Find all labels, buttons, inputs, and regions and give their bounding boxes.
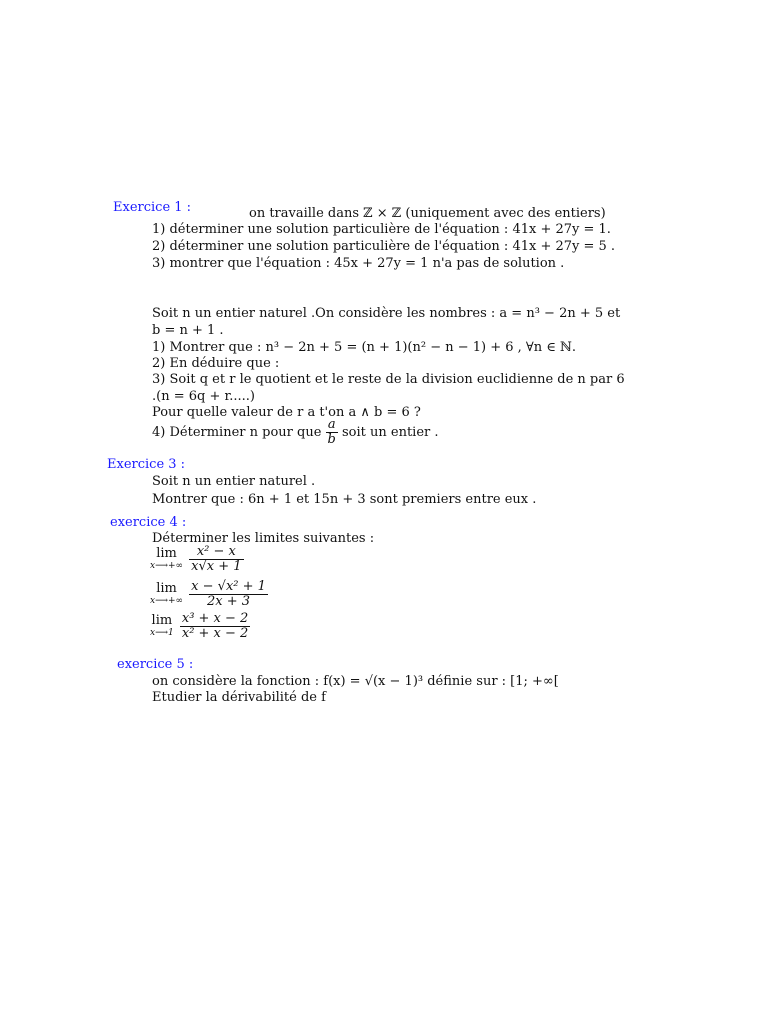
exercise-3-line2: Montrer que : 6n + 1 et 15n + 3 sont premiers entre eux . bbox=[152, 492, 537, 507]
exercise-1-q1: 1) déterminer une solution particulière de l'équation : 41x + 27y = 1. bbox=[152, 222, 611, 237]
exercise-2-q3b: .(n = 6q + r.....) bbox=[152, 389, 256, 404]
limit-fraction bbox=[189, 580, 268, 609]
exercise-4-intro: Déterminer les limites suivantes : bbox=[152, 531, 375, 546]
limit-numerator: x − √x² + 1 bbox=[191, 579, 266, 594]
exercise-5-line1: on considère la fonction : f(x) = √(x − 1)³ définie sur : [1; +∞[ bbox=[152, 674, 559, 689]
limit-denominator: x√x + 1 bbox=[191, 559, 242, 574]
limit-2 bbox=[150, 580, 268, 609]
exercise-2-q1: 1) Montrer que : n³ − 2n + 5 = (n + 1)(n² − n − 1) + 6 , ∀n ∈ ℕ. bbox=[152, 340, 577, 355]
limit-numerator: x³ + x − 2 bbox=[181, 611, 249, 626]
limit-word: lim bbox=[151, 612, 173, 628]
limit-subscript: x⟶+∞ bbox=[150, 560, 184, 571]
exercise-2-q2: 2) En déduire que : bbox=[152, 356, 280, 371]
exercise-2-line2: b = n + 1 . bbox=[152, 323, 224, 338]
exercise-1-title: Exercice 1 : bbox=[113, 200, 192, 215]
exercise-2-q3a: 3) Soit q et r le quotient et le reste de la division euclidienne de n par 6 bbox=[152, 372, 625, 387]
limit-operator bbox=[150, 612, 174, 639]
exercise-2-q4-post: soit un entier . bbox=[342, 425, 439, 440]
limit-word: lim bbox=[156, 545, 177, 561]
exercise-5-title: exercice 5 : bbox=[117, 657, 194, 672]
exercise-2-line1: Soit n un entier naturel .On considère les nombres : a = n³ − 2n + 5 et bbox=[152, 306, 621, 321]
limit-operator bbox=[150, 580, 184, 607]
fraction-numerator: a bbox=[326, 418, 338, 433]
fraction-a-over-b bbox=[326, 418, 338, 447]
limit-subscript: x⟶+∞ bbox=[150, 595, 184, 606]
limit-operator bbox=[150, 545, 184, 572]
limit-1 bbox=[150, 545, 244, 574]
limit-numerator: x² − x bbox=[189, 545, 243, 560]
limit-denominator: 2x + 3 bbox=[207, 594, 251, 609]
exercise-2-q3c: Pour quelle valeur de r a t'on a ∧ b = 6 ? bbox=[152, 405, 421, 420]
exercise-5-line2: Etudier la dérivabilité de f bbox=[152, 690, 326, 705]
limit-3 bbox=[150, 612, 250, 641]
exercise-3-title: Exercice 3 : bbox=[107, 457, 186, 472]
limit-subscript: x⟶1 bbox=[150, 627, 174, 638]
fraction-denominator: b bbox=[327, 432, 336, 447]
limit-word: lim bbox=[156, 580, 177, 596]
exercise-4-title: exercice 4 : bbox=[110, 515, 187, 530]
exercise-3-line1: Soit n un entier naturel . bbox=[152, 474, 316, 489]
limit-denominator: x² + x − 2 bbox=[181, 626, 249, 641]
exercise-2-q4 bbox=[152, 418, 439, 447]
exercise-1-q2: 2) déterminer une solution particulière de l'équation : 41x + 27y = 5 . bbox=[152, 239, 616, 254]
exercise-1-q3: 3) montrer que l'équation : 45x + 27y = 1 n'a pas de solution . bbox=[152, 256, 565, 271]
limit-fraction bbox=[189, 545, 243, 574]
exercise-2-q4-pre: 4) Déterminer n pour que bbox=[152, 425, 322, 440]
exercise-1-intro: on travaille dans ℤ × ℤ (uniquement avec des entiers) bbox=[249, 206, 606, 221]
limit-fraction bbox=[180, 612, 250, 641]
